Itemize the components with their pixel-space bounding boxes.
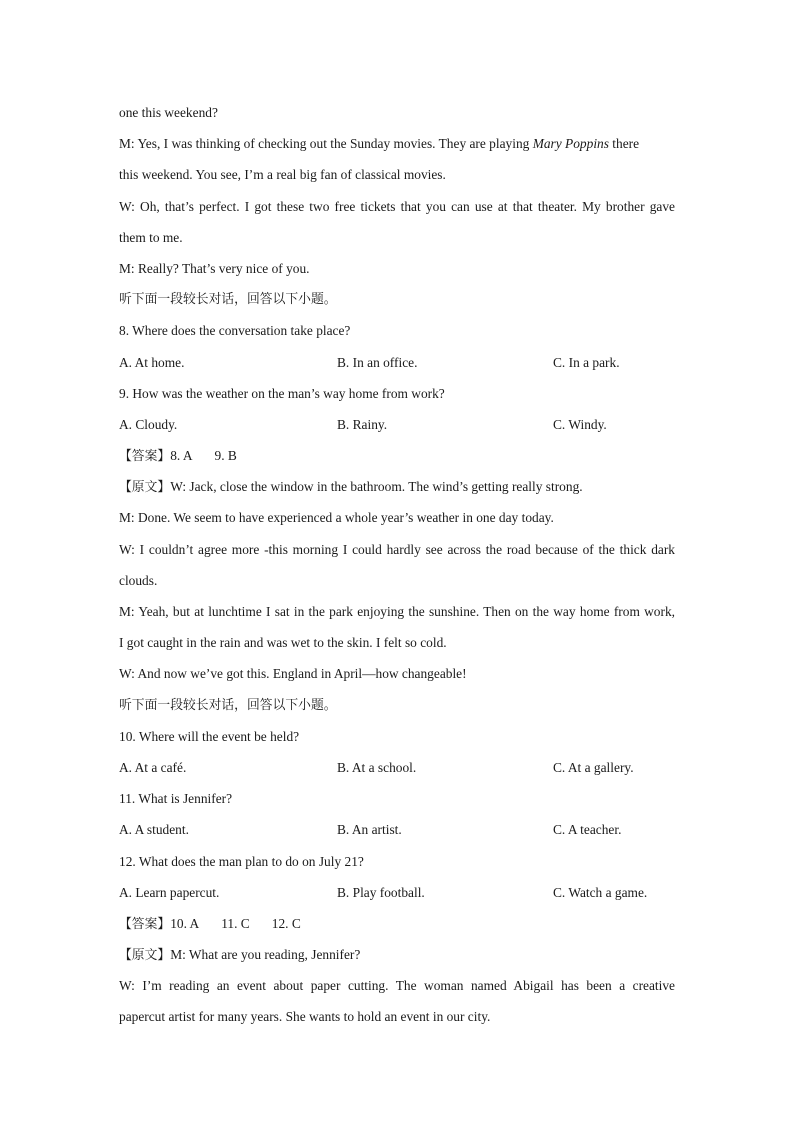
dialogue-line: W: Oh, that’s perfect. I got these two free tickets that you can use at that theater. My brother gave xyxy=(119,198,675,214)
transcript-line: M: Yeah, but at lunchtime I sat in the park enjoying the sunshine. Then on the way home from work, xyxy=(119,604,675,619)
dialogue-line: them to me. xyxy=(119,229,183,245)
transcript-line xyxy=(119,939,675,970)
dialogue-line: one this weekend? xyxy=(119,105,218,120)
option-c: C. At a gallery. xyxy=(553,759,634,775)
dialogue-line: M: Really? That’s very nice of you. xyxy=(119,260,310,276)
option-b: B. Rainy. xyxy=(337,416,388,432)
answer-value: 11. C xyxy=(221,915,250,931)
answer-line xyxy=(119,440,675,471)
transcript-line: I got caught in the rain and was wet to the skin. I felt so cold. xyxy=(119,635,447,651)
dialogue-line xyxy=(119,128,675,159)
dialogue-line: this weekend. You see, I’m a real big fan of classical movies. xyxy=(119,167,446,183)
transcript-label: 【原文】 xyxy=(119,480,171,496)
options-9 xyxy=(119,409,675,440)
options-12 xyxy=(119,877,675,908)
option-b: B. An artist. xyxy=(337,822,402,838)
question-9: 9. How was the weather on the man’s way home from work? xyxy=(119,385,445,401)
answer-value: 8. A xyxy=(170,448,193,464)
dialogue-text: there xyxy=(608,136,640,152)
answer-value: 10. A xyxy=(170,915,200,931)
options-8 xyxy=(119,347,675,378)
option-a: A. At a café. xyxy=(119,759,187,775)
question-8: 8. Where does the conversation take place? xyxy=(119,323,351,339)
transcript-line: W: I couldn’t agree more -this morning I could hardly see across the road because of the thick dark xyxy=(119,541,675,557)
options-10 xyxy=(119,752,675,783)
transcript-text: M: What are you reading, Jennifer? xyxy=(170,947,361,963)
transcript-line: papercut artist for many years. She wants to hold an event in our city. xyxy=(119,1009,491,1025)
transcript-label: 【原文】 xyxy=(119,948,171,964)
question-10: 10. Where will the event be held? xyxy=(119,728,300,744)
question-12: 12. What does the man plan to do on July 21? xyxy=(119,853,364,869)
answer-value: 12. C xyxy=(271,915,301,931)
transcript-line: W: I’m reading an event about paper cutting. The woman named Abigail has been a creative xyxy=(119,978,675,994)
answer-label: 【答案】 xyxy=(119,449,171,465)
movie-title: Mary Poppins xyxy=(532,136,609,152)
transcript-line: M: Done. We seem to have experienced a whole year’s weather in one day today. xyxy=(119,510,554,526)
transcript-line: clouds. xyxy=(119,572,158,588)
option-c: C. Windy. xyxy=(553,416,607,432)
answer-value: 9. B xyxy=(214,448,237,464)
question-11: 11. What is Jennifer? xyxy=(119,791,233,807)
transcript-text: W: Jack, close the window in the bathroom. The wind’s getting really strong. xyxy=(170,479,583,495)
answer-line xyxy=(119,908,675,939)
answer-label: 【答案】 xyxy=(119,916,171,932)
option-a: A. Cloudy. xyxy=(119,416,178,432)
transcript-line: W: And now we’ve got this. England in April—how changeable! xyxy=(119,666,467,682)
option-a: A. At home. xyxy=(119,354,185,370)
transcript-line xyxy=(119,471,675,502)
option-a: A. A student. xyxy=(119,822,189,838)
option-b: B. At a school. xyxy=(337,759,417,775)
options-11 xyxy=(119,814,675,845)
option-b: B. In an office. xyxy=(337,354,418,370)
option-c: C. In a park. xyxy=(553,354,620,370)
option-b: B. Play football. xyxy=(337,884,425,900)
page-content xyxy=(119,97,675,1033)
option-c: C. A teacher. xyxy=(553,822,622,838)
option-c: C. Watch a game. xyxy=(553,884,648,900)
section-heading: 听下面一段较长对话，回答以下小题。 xyxy=(119,292,337,308)
dialogue-text: M: Yes, I was thinking of checking out the Sunday movies. They are playing xyxy=(119,136,533,152)
option-a: A. Learn papercut. xyxy=(119,884,220,900)
section-heading: 听下面一段较长对话，回答以下小题。 xyxy=(119,697,337,713)
